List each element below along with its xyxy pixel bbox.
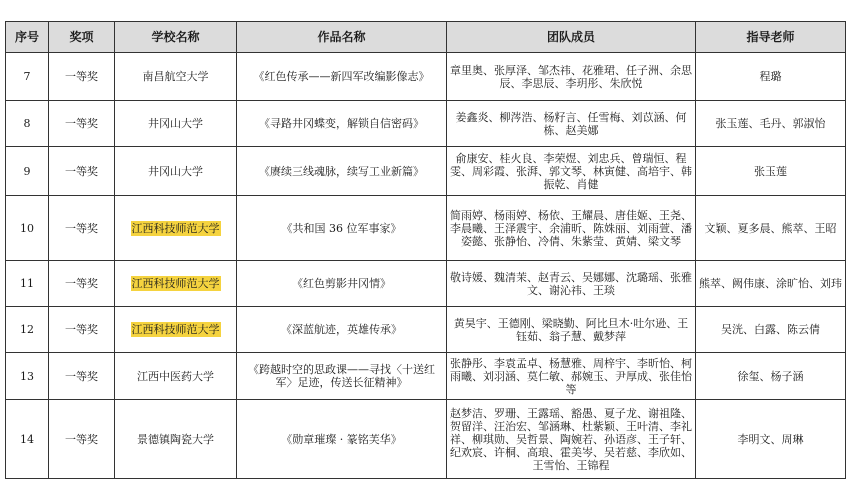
header-school: 学校名称: [115, 22, 237, 53]
header-row: [6, 22, 846, 53]
header-award: 奖项: [49, 22, 115, 53]
award-level: 一等奖: [49, 101, 115, 147]
row-number: 7: [6, 53, 49, 101]
school-name-text: 井冈山大学: [148, 164, 203, 178]
table-row: [6, 147, 846, 196]
school-name-text: 井冈山大学: [148, 117, 203, 130]
row-number: 10: [6, 196, 49, 261]
team-members: 姜鑫炎、柳涔浩、杨籽言、任雪梅、刘苡涵、何栋、赵美娜: [447, 101, 696, 147]
work-title: 《赓续三线魂脉，续写工业新篇》: [237, 147, 447, 196]
team-members: 黄昊宇、王德刚、梁晓勤、阿比旦木·吐尔逊、王钰茹、翁子慧、戴梦萍: [447, 307, 696, 353]
school-name: [115, 307, 237, 353]
row-number: 12: [6, 307, 49, 353]
school-name: [115, 400, 237, 479]
advisors: 熊萃、阙伟康、涂旷怡、刘玮: [696, 261, 846, 307]
team-members: 简雨婷、杨雨婷、杨依、王耀晨、唐佳姬、王尧、李晨曦、王泽震宇、余浦昕、陈姝丽、刘雨萱、潘姿懿、张静怡、冷倩、朱紫莹、黄婧、梁文琴: [447, 196, 696, 261]
table-row: [6, 353, 846, 400]
row-number: 9: [6, 147, 49, 196]
work-title: 《共和国 36 位军事家》: [237, 196, 447, 261]
table-row: [6, 53, 846, 101]
advisors: 文颖、夏多晨、熊萃、王昭: [696, 196, 846, 261]
table-row: [6, 196, 846, 261]
header-teachers: 指导老师: [696, 22, 846, 53]
awards-table: [5, 21, 846, 479]
work-title: 《红色剪影井冈情》: [237, 261, 447, 307]
school-name: [115, 196, 237, 261]
advisors: 张玉莲、毛丹、郭淑怡: [696, 101, 846, 147]
advisors: 李明文、周琳: [696, 400, 846, 479]
work-title: 《寻路井冈蝶变，解锁自信密码》: [237, 101, 447, 147]
work-title: 《跨越时空的思政课——寻找〈十送红军〉足迹，传送长征精神》: [237, 353, 447, 400]
school-name: [115, 261, 237, 307]
award-level: 一等奖: [49, 307, 115, 353]
award-level: 一等奖: [49, 261, 115, 307]
work-title: 《勋章璀璨 · 篆铭芙华》: [237, 400, 447, 479]
award-level: 一等奖: [49, 400, 115, 479]
header-members: 团队成员: [447, 22, 696, 53]
header-work: 作品名称: [237, 22, 447, 53]
work-title: 《深蓝航迹，英雄传承》: [237, 307, 447, 353]
team-members: 敬诗媛、魏清茉、赵青云、吴娜娜、沈璐瑶、张雅文、谢沁祎、王琰: [447, 261, 696, 307]
school-name-highlighted: 江西科技师范大学: [131, 221, 220, 235]
award-level: 一等奖: [49, 53, 115, 101]
advisors: 张玉莲: [696, 147, 846, 196]
school-name: [115, 147, 237, 196]
team-members: 俞康安、桂火良、李荣煜、刘忠兵、曾瑞恒、程雯、周彩霞、张湃、郭文琴、林寅健、高培宇、韩振乾、肖健: [447, 147, 696, 196]
advisors: 吴洸、白露、陈云倩: [696, 307, 846, 353]
school-name-highlighted: 江西科技师范大学: [131, 277, 220, 290]
school-name: [115, 53, 237, 101]
school-name-highlighted: 江西科技师范大学: [131, 323, 220, 336]
header-no: 序号: [6, 22, 49, 53]
table-row: [6, 400, 846, 479]
team-members: 章里奥、张厚泽、邹杰祎、花雅珺、任子洲、余思辰、李思辰、李玥彤、朱欣悦: [447, 53, 696, 101]
row-number: 14: [6, 400, 49, 479]
award-level: 一等奖: [49, 353, 115, 400]
row-number: 13: [6, 353, 49, 400]
row-number: 8: [6, 101, 49, 147]
advisors: 程璐: [696, 53, 846, 101]
work-title: 《红色传承——新四军改编影像志》: [237, 53, 447, 101]
school-name: [115, 101, 237, 147]
school-name-text: 江西中医药大学: [137, 369, 214, 383]
team-members: 赵梦洁、罗珊、王露瑶、豁愚、夏子龙、谢祖隆、贺留洋、汪治宏、邹涵琳、杜紫颖、王叶清、李礼祥、柳琪勋、吴哲景、陶婉若、孙语彦、王子轩、纪欢宸、许桐、高琅、霍美岑、吴若慈、李欣如、王雪怡、王锦程: [447, 400, 696, 479]
table-row: [6, 307, 846, 353]
award-level: 一等奖: [49, 147, 115, 196]
school-name: [115, 353, 237, 400]
row-number: 11: [6, 261, 49, 307]
school-name-text: 景德镇陶瓷大学: [137, 432, 214, 446]
advisors: 徐玺、杨子涵: [696, 353, 846, 400]
school-name-text: 南昌航空大学: [142, 70, 209, 83]
team-members: 张静彤、李袁孟卓、杨慧雅、周梓宇、李昕怡、柯雨曦、刘羽涵、莫仁敏、郝婉玉、尹厚成、张佳怡等: [447, 353, 696, 400]
table-row: [6, 261, 846, 307]
award-level: 一等奖: [49, 196, 115, 261]
table-row: [6, 101, 846, 147]
